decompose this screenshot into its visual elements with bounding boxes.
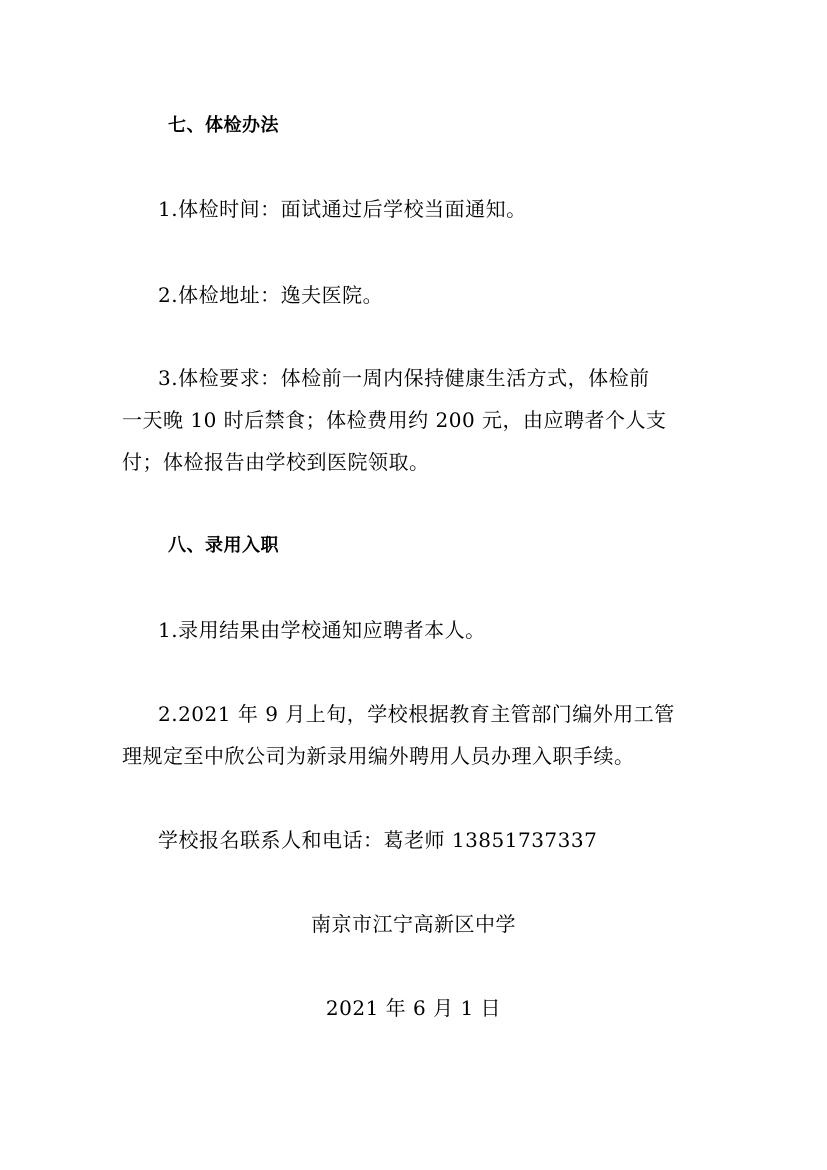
exam-requirements-line-3: 付；体检报告由学校到医院领取。: [122, 450, 430, 474]
hiring-result-text: 1.录用结果由学校通知应聘者本人。: [158, 618, 486, 642]
exam-time-text: 1.体检时间：面试通过后学校当面通知。: [158, 197, 527, 221]
signature-organization: 南京市江宁高新区中学: [311, 912, 516, 936]
contact-text: 学校报名联系人和电话：葛老师 13851737337: [158, 828, 598, 852]
exam-address-text: 2.体检地址：逸夫医院。: [158, 283, 384, 307]
exam-requirements-line-1: 3.体检要求：体检前一周内保持健康生活方式，体检前: [158, 366, 650, 390]
exam-requirements-line-2: 一天晚 10 时后禁食；体检费用约 200 元，由应聘者个人支: [122, 408, 667, 432]
section-heading-physical-exam: 七、体检办法: [168, 115, 279, 136]
onboarding-line-1: 2.2021 年 9 月上旬，学校根据教育主管部门编外用工管: [158, 702, 675, 726]
onboarding-line-2: 理规定至中欣公司为新录用编外聘用人员办理入职手续。: [122, 744, 635, 768]
section-heading-hiring: 八、录用入职: [168, 535, 279, 556]
signature-date: 2021 年 6 月 1 日: [325, 996, 502, 1020]
